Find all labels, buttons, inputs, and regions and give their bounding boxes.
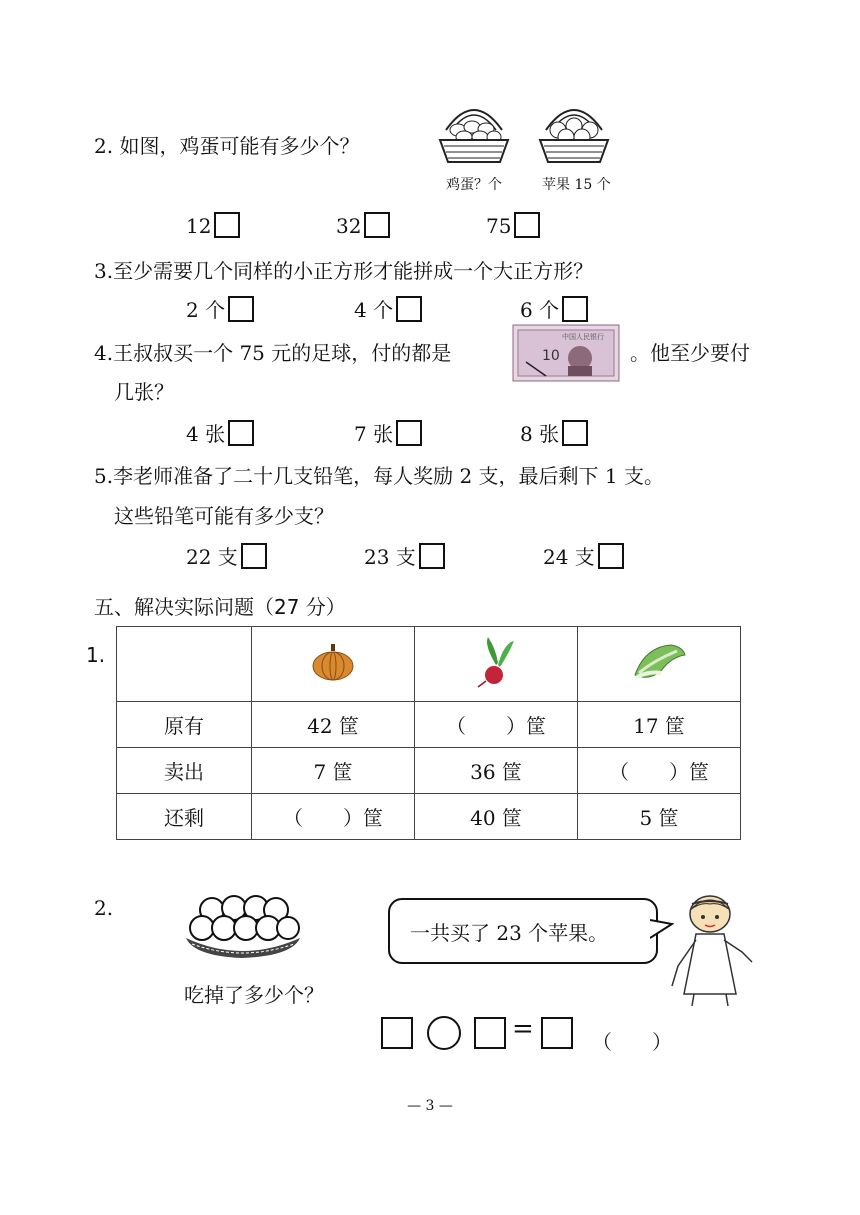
answer-checkbox[interactable]: [228, 420, 254, 446]
table-cell: 40 筐: [415, 794, 578, 840]
q4-text-line2: 几张？: [114, 380, 174, 404]
table-cell: 5 筐: [578, 794, 741, 840]
equation-box-1[interactable]: [381, 1017, 413, 1049]
q4-option-c: 8 张: [520, 418, 588, 447]
egg-basket-image: [436, 96, 512, 168]
q4-text-after: 。他至少要付: [630, 341, 750, 365]
vegetable-table: [116, 626, 741, 840]
answer-checkbox[interactable]: [419, 543, 445, 569]
caption-apples: 苹果 15 个: [542, 177, 611, 193]
problem-1-number: 1.: [86, 643, 106, 667]
equation-result-box[interactable]: [541, 1017, 573, 1049]
radish-icon: [474, 635, 518, 689]
row-label: 还剩: [117, 794, 252, 840]
operator-circle[interactable]: [427, 1016, 461, 1050]
table-row: [117, 748, 741, 794]
answer-checkbox[interactable]: [364, 212, 390, 238]
q5-text-line2: 这些铅笔可能有多少支？: [114, 504, 334, 528]
problem-2-number: 2.: [94, 896, 114, 920]
banknote-image: [512, 324, 620, 382]
answer-checkbox[interactable]: [396, 420, 422, 446]
answer-checkbox[interactable]: [214, 212, 240, 238]
q3-option-c: 6 个: [520, 294, 588, 323]
q2-option-c: 75: [486, 212, 540, 238]
table-cell: 36 筐: [415, 748, 578, 794]
answer-checkbox[interactable]: [562, 296, 588, 322]
pumpkin-icon: [311, 642, 355, 682]
answer-checkbox[interactable]: [396, 296, 422, 322]
q4-option-a: 4 张: [186, 418, 254, 447]
answer-checkbox[interactable]: [514, 212, 540, 238]
table-row: [117, 794, 741, 840]
table-cell: 42 筐: [252, 702, 415, 748]
caption-eggs: 鸡蛋？个: [446, 177, 502, 193]
equation-box-2[interactable]: [474, 1017, 506, 1049]
svg-text:中国人民银行: 中国人民银行: [562, 333, 604, 341]
table-cell: 17 筐: [578, 702, 741, 748]
cabbage-cell: [578, 627, 741, 702]
answer-checkbox[interactable]: [228, 296, 254, 322]
table-cell: （ ）筐: [578, 748, 741, 794]
speech-text: 一共买了 23 个苹果。: [410, 921, 609, 945]
section-title: 五、解决实际问题（27 分）: [94, 595, 346, 619]
girl-image: [664, 890, 756, 1008]
q2-option-b: 32: [336, 212, 390, 238]
table-header-row: [117, 627, 741, 702]
radish-cell: [415, 627, 578, 702]
q2-text: 2. 如图，鸡蛋可能有多少个？: [94, 134, 360, 158]
table-cell: （ ）筐: [415, 702, 578, 748]
row-label: 卖出: [117, 748, 252, 794]
q4-option-b: 7 张: [354, 418, 422, 447]
answer-checkbox[interactable]: [562, 420, 588, 446]
q3-text: 3.至少需要几个同样的小正方形才能拼成一个大正方形？: [94, 259, 594, 283]
unit-blank[interactable]: （ ）: [592, 1030, 672, 1054]
q2-option-a: 12: [186, 212, 240, 238]
q5-option-b: 23 支: [364, 541, 445, 570]
pumpkin-cell: [252, 627, 415, 702]
apple-basket-image: [536, 96, 612, 168]
table-corner-cell: [117, 627, 252, 702]
q5-text-line1: 5.李老师准备了二十几支铅笔，每人奖励 2 支，最后剩下 1 支。: [94, 464, 664, 488]
apple-plate-image: [182, 884, 304, 964]
table-cell: 7 筐: [252, 748, 415, 794]
q3-option-a: 2 个: [186, 294, 254, 323]
table-cell: （ ）筐: [252, 794, 415, 840]
answer-checkbox[interactable]: [598, 543, 624, 569]
equals-sign: =: [512, 1014, 534, 1044]
row-label: 原有: [117, 702, 252, 748]
table-row: [117, 702, 741, 748]
question-eaten: 吃掉了多少个？: [184, 983, 324, 1007]
q5-option-c: 24 支: [543, 541, 624, 570]
q3-option-b: 4 个: [354, 294, 422, 323]
bok-choy-icon: [631, 641, 687, 683]
q5-option-a: 22 支: [186, 541, 267, 570]
answer-checkbox[interactable]: [241, 543, 267, 569]
q4-text: 4.王叔叔买一个 75 元的足球，付的都是: [94, 341, 452, 365]
svg-text:10: 10: [542, 348, 560, 364]
page-number: — 3 —: [407, 1098, 453, 1114]
